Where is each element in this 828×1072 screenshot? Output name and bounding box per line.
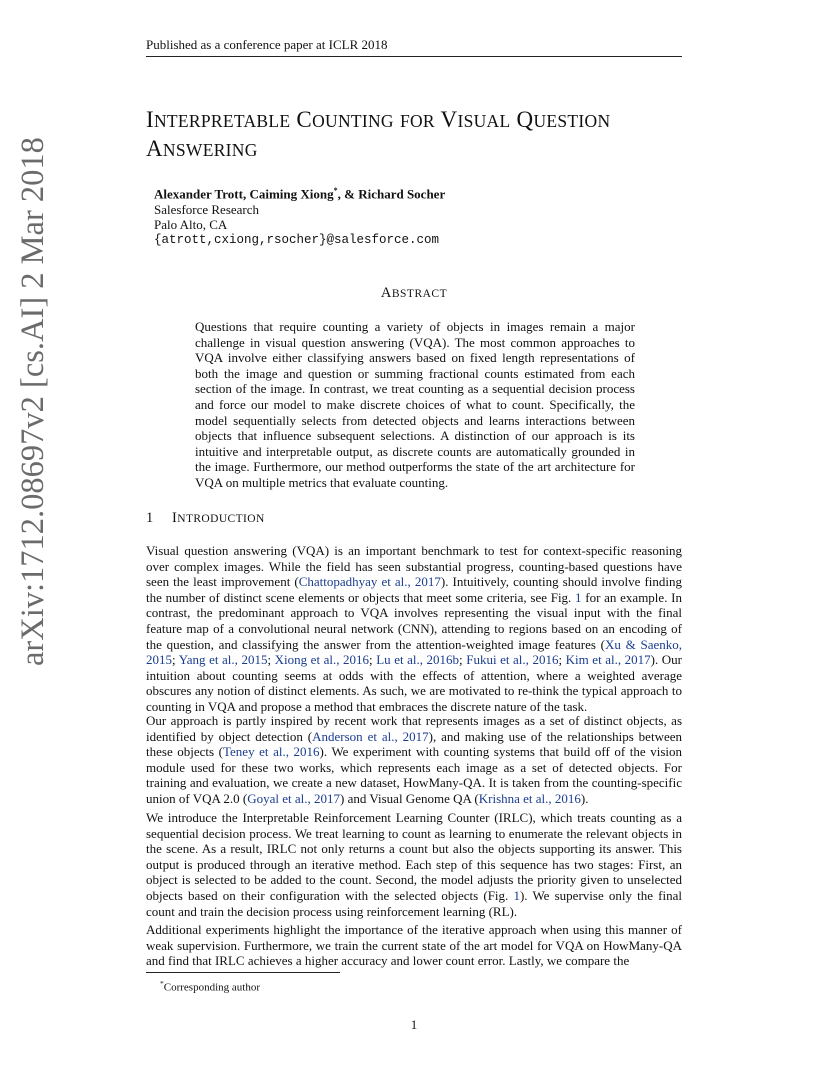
footnote-mark: *	[160, 979, 164, 988]
title-cap: C	[296, 107, 313, 132]
figure-ref-link[interactable]: 1	[513, 887, 520, 903]
title-rest: NSWERING	[162, 140, 258, 160]
running-header	[146, 37, 682, 57]
abstract-heading: ABSTRACT	[380, 285, 448, 301]
title-rest: FOR	[399, 111, 435, 131]
title-cap: Q	[516, 107, 534, 132]
page-number: 1	[410, 1017, 418, 1032]
citation-link[interactable]: Krishna et al., 2016	[478, 790, 581, 806]
citation-link[interactable]: Yang et al., 2015	[178, 652, 268, 668]
section-number: 1	[146, 510, 154, 526]
author-affiliation: Salesforce Research	[154, 201, 260, 217]
title-rest: UESTION	[533, 111, 611, 131]
arxiv-identifier: arXiv:1712.08697v2 [cs.AI] 2 Mar 2018	[15, 137, 51, 666]
citation-link[interactable]: Xu & Saenko, 2015	[146, 636, 683, 668]
intro-paragraph-3: We introduce the Interpretable Reinforcement Learning Counter (IRLC), which treats counting as a sequential decision process. We treat learning to count as learning to enumerate the relevant objects in the scene. As a result, IRLC not only returns a count but also the objects supporting its answer. This output is produced through an iterative method. Each step of this sequence has two stages: First, an object is selected to be added to the count. Second, the model adjusts the priority given to unselected objects based on their configuration with the selected objects (Fig. 1). We supervise only the final count and train the decision process using reinforcement learning (RL).	[146, 810, 682, 919]
citation-link[interactable]: Teney et al., 2016	[223, 744, 320, 760]
abstract-text: Questions that require counting a variety of objects in images remain a major challenge in visual question answering (VQA). The most common approaches to VQA involve either classifying answers based on fixed length representations of both the image and question or summing fractional counts estimated from each section of the image. In contrast, we treat counting as a sequential decision process and force our model to make discrete choices of what to count. Specifically, the model sequentially selects from detected objects and learns interactions between objects that influence subsequent selections. A distinction of our approach is its intuitive and interpretable output, as discrete counts are automatically grounded in the image. Furthermore, our method outperforms the state of the art architecture for VQA on multiple metrics that evaluate counting.	[195, 319, 635, 490]
author-names: Alexander Trott, Caiming Xiong*, & Richard Socher	[154, 186, 446, 202]
intro-paragraph-4: Additional experiments highlight the importance of the iterative approach when using this manner of weak supervision. Furthermore, we train the current state of the art model for VQA on HowMany-QA and find that IRLC achieves a higher accuracy and lower count error. Lastly, we compare the	[146, 922, 682, 969]
author-email: {atrott,cxiong,rsocher}@salesforce.com	[154, 232, 440, 247]
intro-paragraph-2: Our approach is partly inspired by recent work that represents images as a set of distinct objects, as identified by object detection (Anderson et al., 2017), and making use of the relationships between these objects (Teney et al., 2016). We experiment with counting systems that build off of the vision module used for these two works, which represents each image as a set of detected objects. For training and evaluation, we create a new dataset, HowMany-QA. It is taken from the counting-specific union of VQA 2.0 (Goyal et al., 2017) and Visual Genome QA (Krishna et al., 2016).	[146, 713, 682, 806]
section-heading-introduction: 1 INTRODUCTION	[146, 510, 265, 526]
citation-link[interactable]: Anderson et al., 2017	[312, 728, 429, 744]
paper-title	[146, 106, 706, 164]
title-cap: V	[440, 107, 458, 132]
title-rest: OUNTING	[312, 111, 394, 131]
citation-link[interactable]: Goyal et al., 2017	[247, 790, 341, 806]
intro-paragraph-1: Visual question answering (VQA) is an important benchmark to test for context-specific reasoning over complex images. While the field has seen substantial progress, counting-based questions have seen the least improvement (Chattopadhyay et al., 2017). Intuitively, counting should involve finding the number of distinct scene elements or objects that meet some criteria, see Fig. 1 for an example. In contrast, the predominant approach to VQA involves representing the visual input with the final feature map of a convolutional neural network (CNN), attending to regions based on an encoding of the question, and classifying the answer from the attention-weighted image features (Xu & Saenko, 2015; Yang et al., 2015; Xiong et al., 2016; Lu et al., 2016b; Fukui et al., 2016; Kim et al., 2017). Our intuition about counting seems at odds with the effects of attention, where a weighted average obscures any notion of distinct elements. As such, we are motivated to re-think the typical approach to counting in VQA and propose a method that embraces the discrete nature of the task.	[146, 543, 683, 714]
citation-link[interactable]: Lu et al., 2016b	[376, 652, 460, 668]
venue-text: Published as a conference paper at ICLR 2018	[146, 37, 388, 52]
citation-link[interactable]: Kim et al., 2017	[565, 652, 651, 668]
footnote-divider	[146, 972, 340, 973]
title-rest: NTERPRETABLE	[153, 111, 291, 131]
title-cap: A	[146, 136, 163, 161]
figure-ref-link[interactable]: 1	[575, 589, 582, 605]
author-location: Palo Alto, CA	[154, 217, 228, 233]
citation-link[interactable]: Chattopadhyay et al., 2017	[298, 574, 441, 590]
footnote: *Corresponding author	[160, 979, 260, 994]
author-block	[154, 183, 445, 248]
citation-link[interactable]: Fukui et al., 2016	[466, 652, 559, 668]
citation-link[interactable]: Xiong et al., 2016	[274, 652, 370, 668]
title-cap: I	[146, 107, 154, 132]
corresponding-mark: *	[333, 186, 338, 195]
title-rest: ISUAL	[457, 111, 511, 131]
